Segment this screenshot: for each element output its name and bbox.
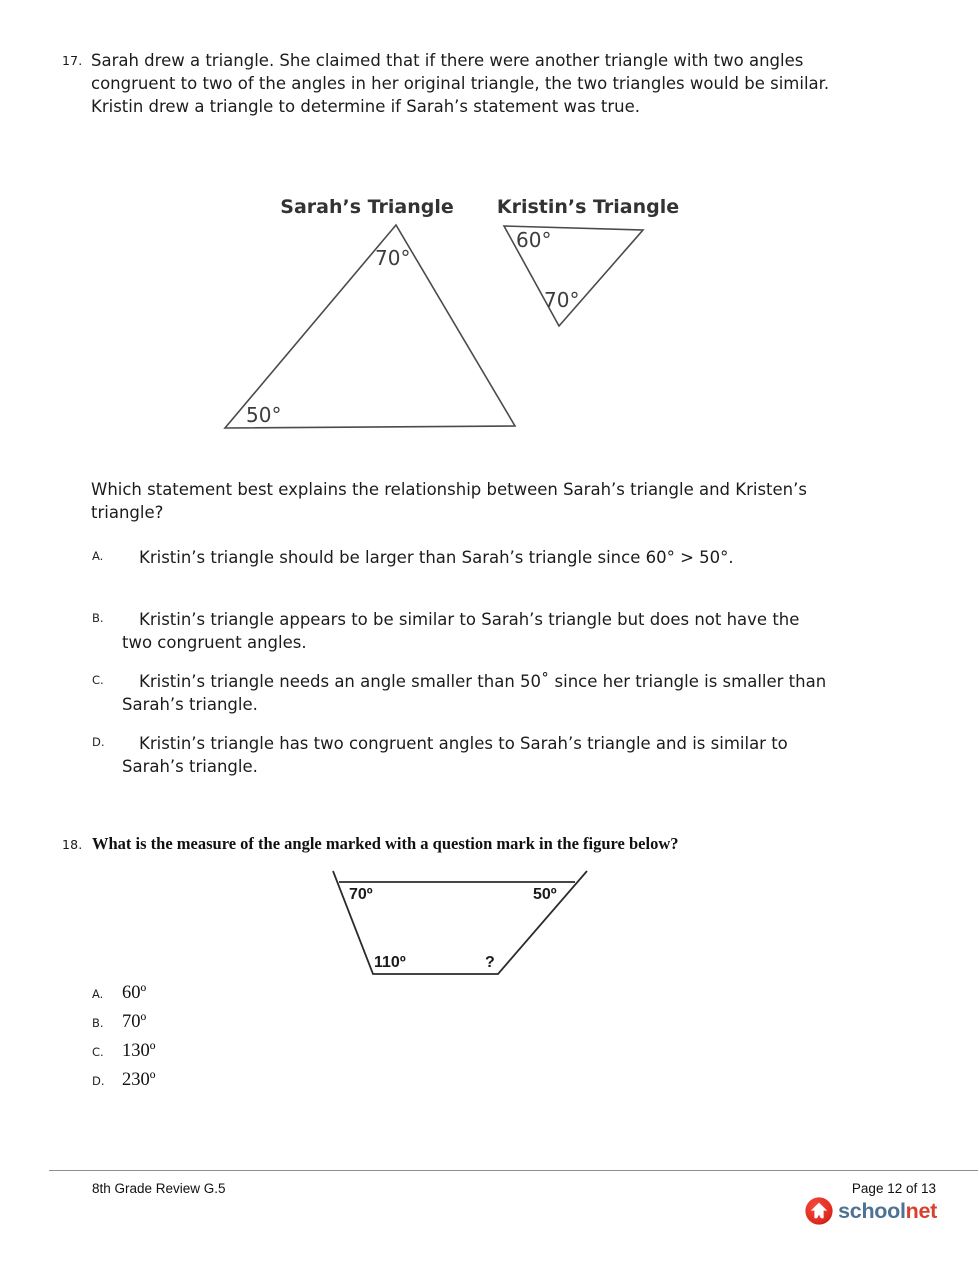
triangles-figure <box>200 186 710 438</box>
sarah-triangle-shape <box>225 225 515 428</box>
q18-choice-c-label: C. <box>92 1045 104 1059</box>
question-18-number: 18. <box>62 837 83 852</box>
sarah-base-left-angle-label: 50° <box>246 403 282 427</box>
schoolnet-wordmark <box>838 1196 937 1226</box>
q18-choice-a-text: 60º <box>122 983 147 1003</box>
sarah-triangle-title: Sarah’s Triangle <box>280 196 454 218</box>
question-17-prompt: Sarah drew a triangle. She claimed that if there were another triangle with two angles congruent to two of the angles in her original triangle, the two triangles would be similar. Kristin drew a triangle to determine if Sarah’s statement was true. <box>91 51 830 116</box>
q18-choice-b-text: 70º <box>122 1012 147 1032</box>
schoolnet-wordmark-school: school <box>838 1199 906 1223</box>
q17-choice-b-label: B. <box>92 611 104 625</box>
q17-choice-d <box>92 732 834 778</box>
q18-choice-c-text: 130º <box>122 1041 156 1061</box>
kristin-bottom-angle-label: 70° <box>544 288 580 312</box>
question-17-number: 17. <box>62 53 83 68</box>
trapezoid-bottom-left-angle-label: 110º <box>374 954 406 971</box>
q18-choice-d-text: 230º <box>122 1070 156 1090</box>
trapezoid-figure <box>325 866 595 986</box>
q17-choice-a-label: A. <box>92 549 104 563</box>
q17-choice-d-text: Kristin’s triangle has two congruent angles to Sarah’s triangle and is similar to Sarah’s triangle. <box>122 734 788 776</box>
kristin-top-left-angle-label: 60° <box>516 228 552 252</box>
footer-doc-title: 8th Grade Review G.5 <box>92 1181 226 1196</box>
q17-choice-c-text: Kristin’s triangle needs an angle smaller than 50˚ since her triangle is smaller than Sarah’s triangle. <box>122 672 827 714</box>
trapezoid-top-right-angle-label: 50º <box>533 886 557 903</box>
q18-choice-b-label: B. <box>92 1016 104 1030</box>
question-18-prompt: What is the measure of the angle marked with a question mark in the figure below? <box>92 834 679 853</box>
kristin-triangle-title: Kristin’s Triangle <box>496 196 680 218</box>
q18-choice-d <box>92 1070 392 1094</box>
trapezoid-figure-svg <box>325 866 595 986</box>
schoolnet-house-icon <box>804 1196 834 1226</box>
question-17-stem: Which statement best explains the relationship between Sarah’s triangle and Kristen’s triangle? <box>91 480 807 522</box>
q17-choice-a <box>92 546 834 569</box>
trapezoid-question-mark-label: ? <box>485 954 495 971</box>
q17-choice-b <box>92 608 834 654</box>
q18-choice-a <box>92 983 392 1007</box>
q18-choice-a-label: A. <box>92 987 104 1001</box>
footer-divider <box>49 1170 978 1171</box>
q18-choice-c <box>92 1041 392 1065</box>
q17-choice-b-text: Kristin’s triangle appears to be similar to Sarah’s triangle but does not have the two congruent angles. <box>122 610 800 652</box>
q18-choice-d-label: D. <box>92 1074 105 1088</box>
trapezoid-top-left-angle-label: 70º <box>349 886 373 903</box>
q18-choice-b <box>92 1012 392 1036</box>
q17-choice-a-text: Kristin’s triangle should be larger than Sarah’s triangle since 60° > 50°. <box>139 548 734 567</box>
q17-choice-c <box>92 670 834 716</box>
q17-choice-c-label: C. <box>92 673 104 687</box>
schoolnet-wordmark-net: net <box>905 1199 937 1223</box>
schoolnet-logo <box>804 1196 937 1226</box>
sarah-apex-angle-label: 70° <box>375 246 411 270</box>
triangles-figure-svg <box>200 186 710 438</box>
footer-page-label: Page 12 of 13 <box>851 1181 936 1196</box>
q17-choice-d-label: D. <box>92 735 105 749</box>
